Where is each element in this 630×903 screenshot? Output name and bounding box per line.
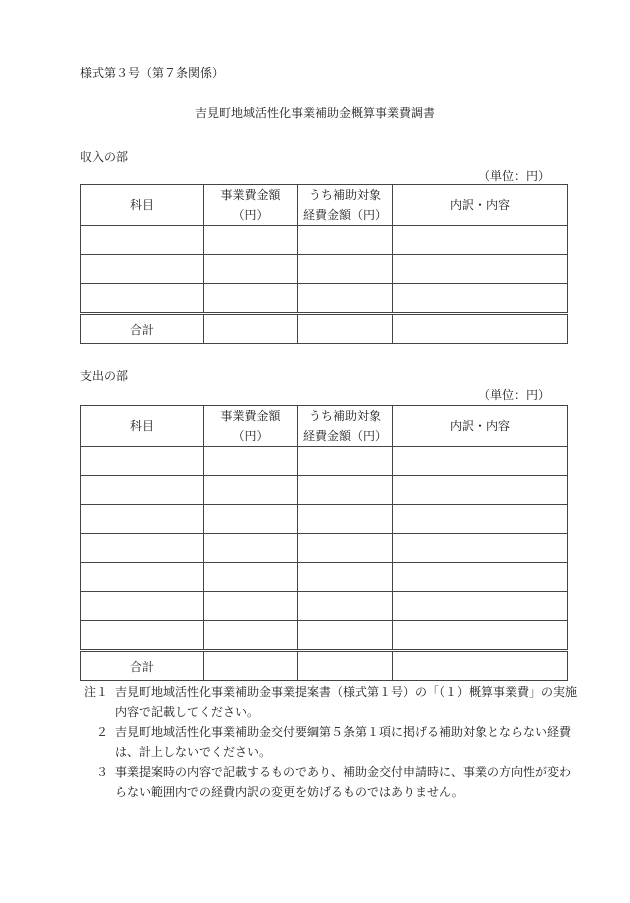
income-header-row [81,185,568,226]
income-row [81,255,568,284]
expense-row [81,534,568,563]
expense-heading: 支出の部 [80,369,129,383]
details-cell[interactable] [393,284,568,314]
eligible-cost-cell[interactable] [298,284,393,314]
cost-cell[interactable] [204,447,298,476]
eligible-cost-cell[interactable] [298,505,393,534]
eligible-cost-cell[interactable] [298,621,393,651]
details-cell[interactable] [393,226,568,255]
note-number: 注１ [83,685,108,699]
eligible-cost-cell[interactable] [298,592,393,621]
cost-header: 事業費金額 （円） [204,185,298,226]
note-text: 吉見町地域活性化事業補助金交付要綱第５条第１項に掲げる補助対象とならない経費は、計上しないでください。 [115,725,572,759]
cost-cell[interactable] [204,255,298,284]
total-eligible-cost-cell[interactable] [298,651,393,681]
expense-row [81,447,568,476]
details-cell[interactable] [393,505,568,534]
expense-total-row [81,651,568,681]
eligible-cost-header: うち補助対象 経費金額（円） [298,406,393,447]
cost-cell[interactable] [204,226,298,255]
details-cell[interactable] [393,592,568,621]
details-cell[interactable] [393,534,568,563]
cost-cell[interactable] [204,505,298,534]
cost-cell[interactable] [204,592,298,621]
eligible-cost-cell[interactable] [298,255,393,284]
subject-cell[interactable] [81,534,204,563]
details-cell[interactable] [393,476,568,505]
cost-cell[interactable] [204,284,298,314]
expense-row [81,563,568,592]
notes [80,682,580,802]
total-cost-cell[interactable] [204,651,298,681]
eligible-cost-cell[interactable] [298,476,393,505]
cost-header: 事業費金額 （円） [204,406,298,447]
income-row [81,284,568,314]
subject-cell[interactable] [81,505,204,534]
subject-cell[interactable] [81,255,204,284]
total-cost-cell[interactable] [204,314,298,344]
subject-header: 科目 [81,406,204,447]
total-details-cell[interactable] [393,314,568,344]
expense-table [80,405,568,681]
eligible-cost-cell[interactable] [298,447,393,476]
eligible-cost-cell[interactable] [298,534,393,563]
total-eligible-cost-cell[interactable] [298,314,393,344]
expense-row [81,621,568,651]
expense-row [81,592,568,621]
expense-row [81,505,568,534]
note-text: 事業提案時の内容で記載するものであり、補助金交付申請時に、事業の方向性が変わらない範囲内での経費内訳の変更を妨げるものではありません。 [115,765,572,799]
income-heading: 収入の部 [80,150,129,164]
details-header: 内訳・内容 [393,406,568,447]
eligible-cost-cell[interactable] [298,563,393,592]
eligible-cost-cell[interactable] [298,226,393,255]
total-label: 合計 [81,314,204,344]
income-unit-label: （単位：円） [477,169,550,183]
cost-cell[interactable] [204,621,298,651]
details-header: 内訳・内容 [393,185,568,226]
note-text: 吉見町地域活性化事業補助金事業提案書（様式第１号）の「（１）概算事業費」の実施内容で記載してください。 [115,685,578,719]
income-total-row [81,314,568,344]
expense-header-row [81,406,568,447]
details-cell[interactable] [393,447,568,476]
document-title: 吉見町地域活性化事業補助金概算事業費調書 [194,106,435,120]
note-number: ３ [95,765,108,779]
form-number: 様式第３号（第７条関係） [80,66,225,80]
cost-cell[interactable] [204,534,298,563]
subject-cell[interactable] [81,476,204,505]
details-cell[interactable] [393,621,568,651]
expense-row [81,476,568,505]
cost-cell[interactable] [204,476,298,505]
note-item [80,762,580,802]
total-details-cell[interactable] [393,651,568,681]
cost-cell[interactable] [204,563,298,592]
subject-header: 科目 [81,185,204,226]
subject-cell[interactable] [81,447,204,476]
subject-cell[interactable] [81,284,204,314]
subject-cell[interactable] [81,592,204,621]
subject-cell[interactable] [81,226,204,255]
note-number: ２ [95,725,108,739]
note-item [80,722,580,762]
total-label: 合計 [81,651,204,681]
income-row [81,226,568,255]
subject-cell[interactable] [81,621,204,651]
income-table [80,184,568,344]
eligible-cost-header: うち補助対象 経費金額（円） [298,185,393,226]
details-cell[interactable] [393,563,568,592]
subject-cell[interactable] [81,563,204,592]
expense-unit-label: （単位：円） [477,388,550,402]
note-item [80,682,580,722]
details-cell[interactable] [393,255,568,284]
